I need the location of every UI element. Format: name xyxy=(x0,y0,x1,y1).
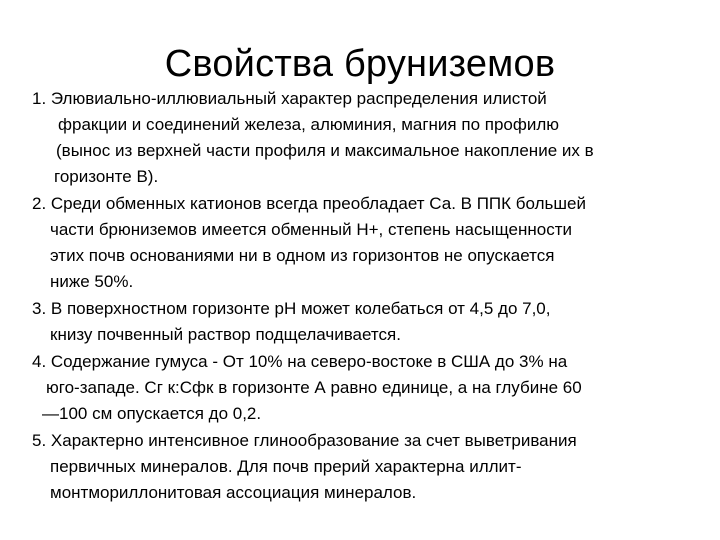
item-1-line-2: фракции и соединений железа, алюминия, магния по профилю xyxy=(58,115,560,134)
item-3-line-1: 3. В поверхностном горизонте рН может колебаться от 4,5 до 7,0, xyxy=(32,299,551,318)
item-2-line-1: 2. Среди обменных катионов всегда преобладает Са. В ППК большей xyxy=(32,194,586,213)
item-4-line-1: 4. Содержание гумуса - От 10% на северо-востоке в США до 3% на xyxy=(32,352,568,371)
item-2-line-3: этих почв основаниями ни в одном из горизонтов не опускается xyxy=(50,246,555,265)
item-4-line-2: юго-западе. Сг к:Сфк в горизонте А равно единице, а на глубине 60 xyxy=(46,378,582,397)
item-5-line-1: 5. Характерно интенсивное глинообразование за счет выветривания xyxy=(32,431,577,450)
item-4-line-3: —100 см опускается до 0,2. xyxy=(42,404,262,423)
item-1-line-4: горизонте В). xyxy=(54,167,159,186)
slide-title: Свойства бруниземов xyxy=(164,43,556,85)
item-1-line-3: (вынос из верхней части профиля и максимальное накопление их в xyxy=(56,141,594,160)
item-5-line-3: монтмориллонитовая ассоциация минералов. xyxy=(50,483,417,502)
item-3-line-2: книзу почвенный раствор подщелачивается. xyxy=(50,325,401,344)
item-5-line-2: первичных минералов. Для почв прерий характерна иллит- xyxy=(50,457,522,476)
item-2-line-4: ниже 50%. xyxy=(50,272,134,291)
item-1-line-1: 1. Элювиально-иллювиальный характер распределения илистой xyxy=(32,89,547,108)
item-2-line-2: части брюниземов имеется обменный Н+, степень насыщенности xyxy=(50,220,572,239)
